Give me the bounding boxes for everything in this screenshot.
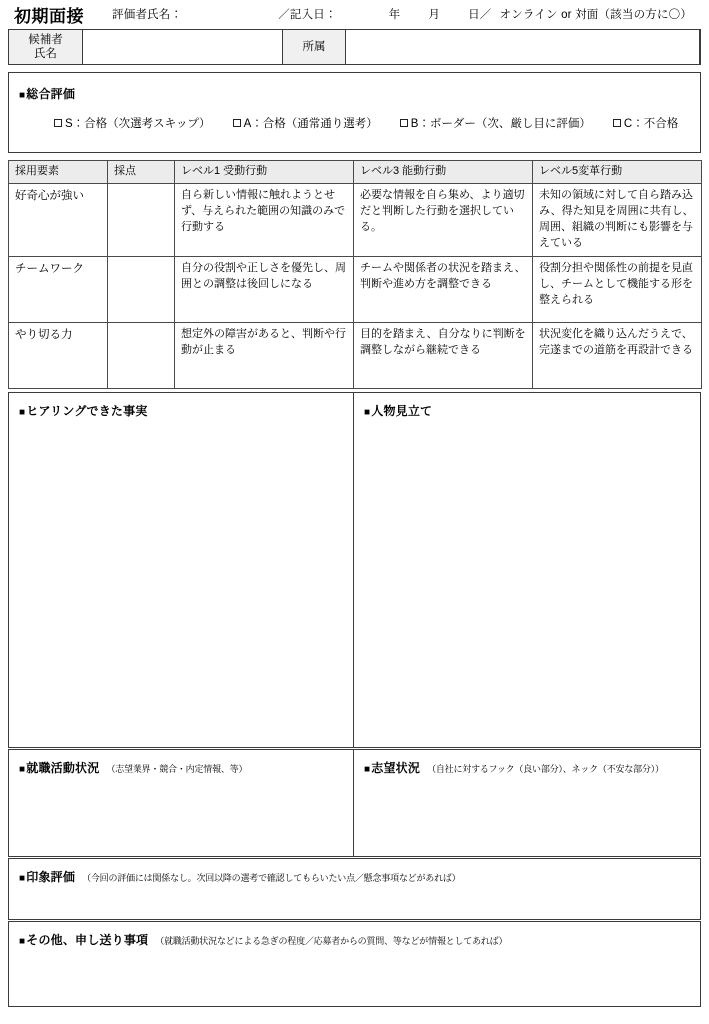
overall-option-s-label: S：合格（次選考スキップ） [65, 118, 211, 130]
bullet-icon: ■ [19, 873, 26, 884]
cell-level1: 自ら新しい情報に触れようとせず、与えられた範囲の知識のみで行動する [175, 183, 354, 256]
header-meta [112, 6, 692, 22]
cell-score[interactable] [108, 322, 175, 388]
table-row [9, 183, 702, 256]
job-hunting-status-panel[interactable] [9, 750, 354, 856]
bullet-icon: ■ [364, 407, 371, 418]
person-assessment-heading-text: 人物見立て [371, 404, 433, 418]
bullet-icon: ■ [19, 936, 26, 947]
day-label: 日／ [468, 9, 492, 21]
column-header-level3: レベル3 能動行動 [354, 161, 533, 184]
motivation-status-subtext: （自社に対するフック（良い部分）、ネック（不安な部分）） [427, 764, 664, 774]
column-header-score: 採点 [108, 161, 175, 184]
candidate-name-label-line1: 候補者 [28, 33, 63, 46]
other-notes-panel[interactable] [8, 921, 701, 1007]
page-title: 初期面接 [14, 6, 84, 26]
other-notes-subtext: （就職活動状況などによる急ぎの程度／応募者からの質問、等などが情報としてあれば） [155, 936, 508, 946]
overall-evaluation-options [54, 115, 690, 131]
overall-evaluation-heading [19, 85, 75, 102]
overall-option-b[interactable] [400, 115, 591, 131]
table-row [9, 322, 702, 388]
job-hunting-status-heading [19, 759, 343, 776]
bullet-icon: ■ [19, 764, 26, 775]
job-hunting-status-subtext: （志望業界・競合・内定情報、等） [106, 764, 248, 774]
person-assessment-panel[interactable] [354, 393, 700, 747]
form-header [0, 0, 709, 28]
affiliation-label: 所属 [283, 30, 346, 64]
column-header-element: 採用要素 [9, 161, 108, 184]
candidate-name-label-line2: 氏名 [34, 48, 57, 60]
overall-option-s[interactable] [54, 115, 211, 131]
overall-option-c-label: C：不合格 [623, 118, 679, 130]
table-header-row [9, 161, 702, 184]
overall-evaluation-heading-text: 総合評価 [26, 87, 76, 101]
motivation-status-heading-text: 志望状況 [371, 761, 421, 775]
impression-evaluation-heading [19, 868, 690, 885]
cell-level5: 状況変化を織り込んだうえで、完遂までの道筋を再設計できる [533, 322, 702, 388]
hearing-facts-panel[interactable] [9, 393, 354, 747]
cell-level3: 必要な情報を自ら集め、より適切だと判断した行動を選択している。 [354, 183, 533, 256]
affiliation-input[interactable] [346, 30, 700, 64]
bullet-icon: ■ [19, 407, 26, 418]
month-label: 月 [428, 9, 441, 21]
entry-date-label: ／記入日： [278, 9, 337, 21]
cell-level3: チームや関係者の状況を踏まえ、判断や進め方を調整できる [354, 256, 533, 322]
evaluator-name-label: 評価者氏名： [112, 9, 183, 21]
impression-evaluation-heading-text: 印象評価 [26, 870, 76, 884]
table-row [9, 256, 702, 322]
other-notes-heading-text: その他、申し送り事項 [26, 933, 149, 947]
cell-score[interactable] [108, 256, 175, 322]
motivation-status-panel[interactable] [354, 750, 700, 856]
other-notes-heading [19, 931, 690, 948]
column-header-level5: レベル5変革行動 [533, 161, 702, 184]
cell-level3: 目的を踏まえ、自分なりに判断を調整しながら継続できる [354, 322, 533, 388]
overall-evaluation-section [8, 72, 701, 153]
impression-evaluation-subtext: （今回の評価には関係なし。次回以降の選考で確認してもらいたい点／懸念事項などがあれば） [82, 873, 461, 883]
notes-section-lower [8, 749, 701, 857]
candidate-info-row [8, 29, 701, 65]
interview-mode-label: オンライン or 対面（該当の方に〇） [499, 9, 693, 21]
competency-table [8, 160, 702, 389]
bullet-icon: ■ [19, 90, 26, 101]
cell-element: チームワーク [9, 256, 108, 322]
checkbox-icon[interactable] [54, 119, 62, 127]
cell-score[interactable] [108, 183, 175, 256]
candidate-name-label [9, 30, 83, 64]
overall-option-b-label: B：ボーダー（次、厳し目に評価） [410, 118, 591, 130]
overall-option-c[interactable] [613, 115, 678, 131]
column-header-level1: レベル1 受動行動 [175, 161, 354, 184]
notes-section-upper [8, 392, 701, 748]
overall-option-a[interactable] [233, 115, 378, 131]
checkbox-icon[interactable] [233, 119, 241, 127]
bullet-icon: ■ [364, 764, 371, 775]
cell-level1: 想定外の障害があると、判断や行動が止まる [175, 322, 354, 388]
hearing-facts-heading [19, 402, 343, 419]
cell-level1: 自分の役割や正しさを優先し、周囲との調整は後回しになる [175, 256, 354, 322]
cell-level5: 役割分担や関係性の前提を見直し、チームとして機能する形を整えられる [533, 256, 702, 322]
overall-option-a-label: A：合格（通常通り選考） [243, 118, 378, 130]
hearing-facts-heading-text: ヒアリングできた事実 [26, 404, 148, 418]
cell-element: 好奇心が強い [9, 183, 108, 256]
person-assessment-heading [364, 402, 690, 419]
year-label: 年 [388, 9, 401, 21]
cell-level5: 未知の領域に対して自ら踏み込み、得た知見を周囲に共有し、周囲、組織の判断にも影響を与えている [533, 183, 702, 256]
checkbox-icon[interactable] [613, 119, 621, 127]
candidate-name-input[interactable] [83, 30, 283, 64]
checkbox-icon[interactable] [400, 119, 408, 127]
motivation-status-heading [364, 759, 690, 776]
job-hunting-status-heading-text: 就職活動状況 [26, 761, 100, 775]
cell-element: やり切る力 [9, 322, 108, 388]
impression-evaluation-panel[interactable] [8, 858, 701, 920]
